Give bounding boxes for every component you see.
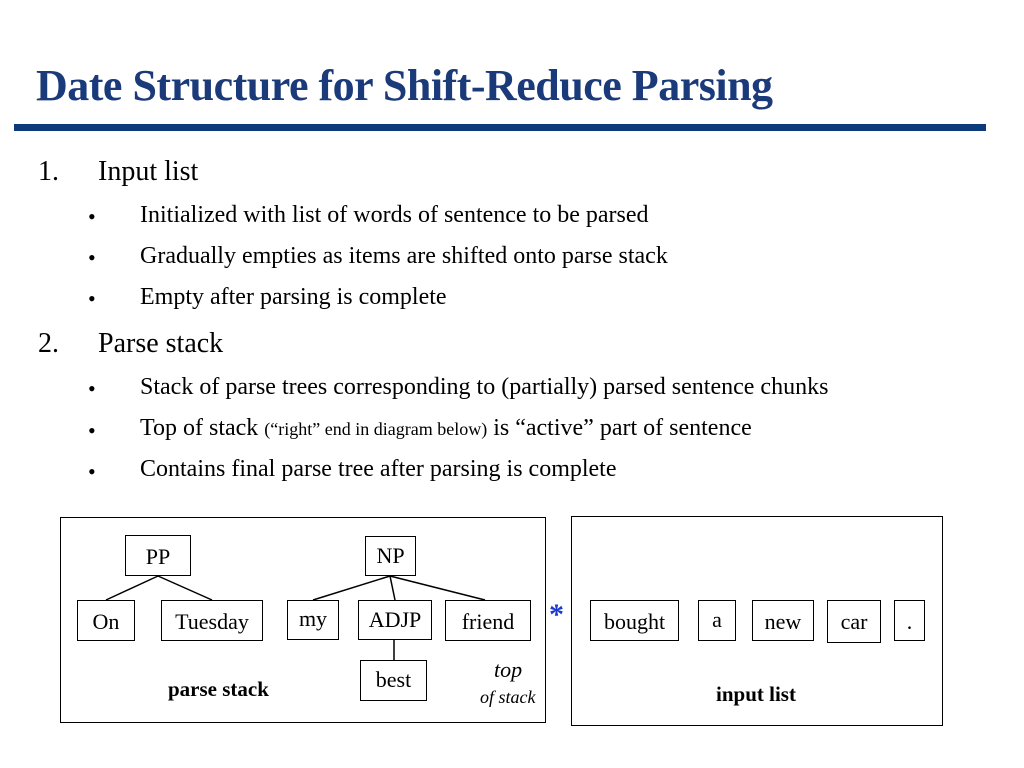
edge-np-my (313, 576, 390, 600)
input-word-new: new (752, 600, 814, 641)
section-heading-parse-stack: Parse stack (98, 328, 224, 359)
edge-pp-on (106, 576, 158, 600)
bullet-glyph: • (88, 204, 96, 229)
bullet-glyph: • (88, 376, 96, 401)
bullet-glyph: • (88, 286, 96, 311)
node-adjp: ADJP (358, 600, 432, 640)
edge-pp-tuesday (158, 576, 212, 600)
input-word-car: car (827, 600, 881, 643)
node-np: NP (365, 536, 416, 576)
separator-asterisk: * (549, 598, 564, 631)
bullet-text: Initialized with list of words of sentence to be parsed (140, 202, 649, 228)
node-on: On (77, 600, 135, 641)
edge-np-adjp (390, 576, 395, 600)
bullet-text-part: Top of stack (140, 415, 259, 441)
node-tuesday: Tuesday (161, 600, 263, 641)
input-word-period: . (894, 600, 925, 641)
bullet-note: (“right” end in diagram below) (264, 419, 488, 439)
bullet-glyph: • (88, 418, 96, 443)
section-number-2: 2. (38, 328, 59, 359)
node-pp: PP (125, 535, 191, 576)
node-best: best (360, 660, 427, 701)
bullet-text: Stack of parse trees corresponding to (partially) parsed sentence chunks (140, 374, 829, 400)
bullet-text-part: is “active” part of sentence (493, 415, 752, 441)
top-label: top (494, 657, 523, 682)
input-list-label: input list (716, 682, 796, 706)
bullet-text: Empty after parsing is complete (140, 284, 447, 310)
bullet-glyph: • (88, 459, 96, 484)
section-heading-input-list: Input list (98, 156, 199, 187)
edge-np-friend (390, 576, 485, 600)
parse-stack-label: parse stack (168, 677, 269, 701)
slide-title: Date Structure for Shift-Reduce Parsing (36, 61, 773, 110)
section-number-1: 1. (38, 156, 59, 187)
node-friend: friend (445, 600, 531, 641)
bullet-text: Contains final parse tree after parsing is complete (140, 456, 617, 482)
of-stack-label: of stack (480, 687, 536, 707)
input-word-a: a (698, 600, 736, 641)
bullet-glyph: • (88, 245, 96, 270)
bullet-text: Gradually empties as items are shifted onto parse stack (140, 243, 668, 269)
node-my: my (287, 600, 339, 640)
input-word-bought: bought (590, 600, 679, 641)
